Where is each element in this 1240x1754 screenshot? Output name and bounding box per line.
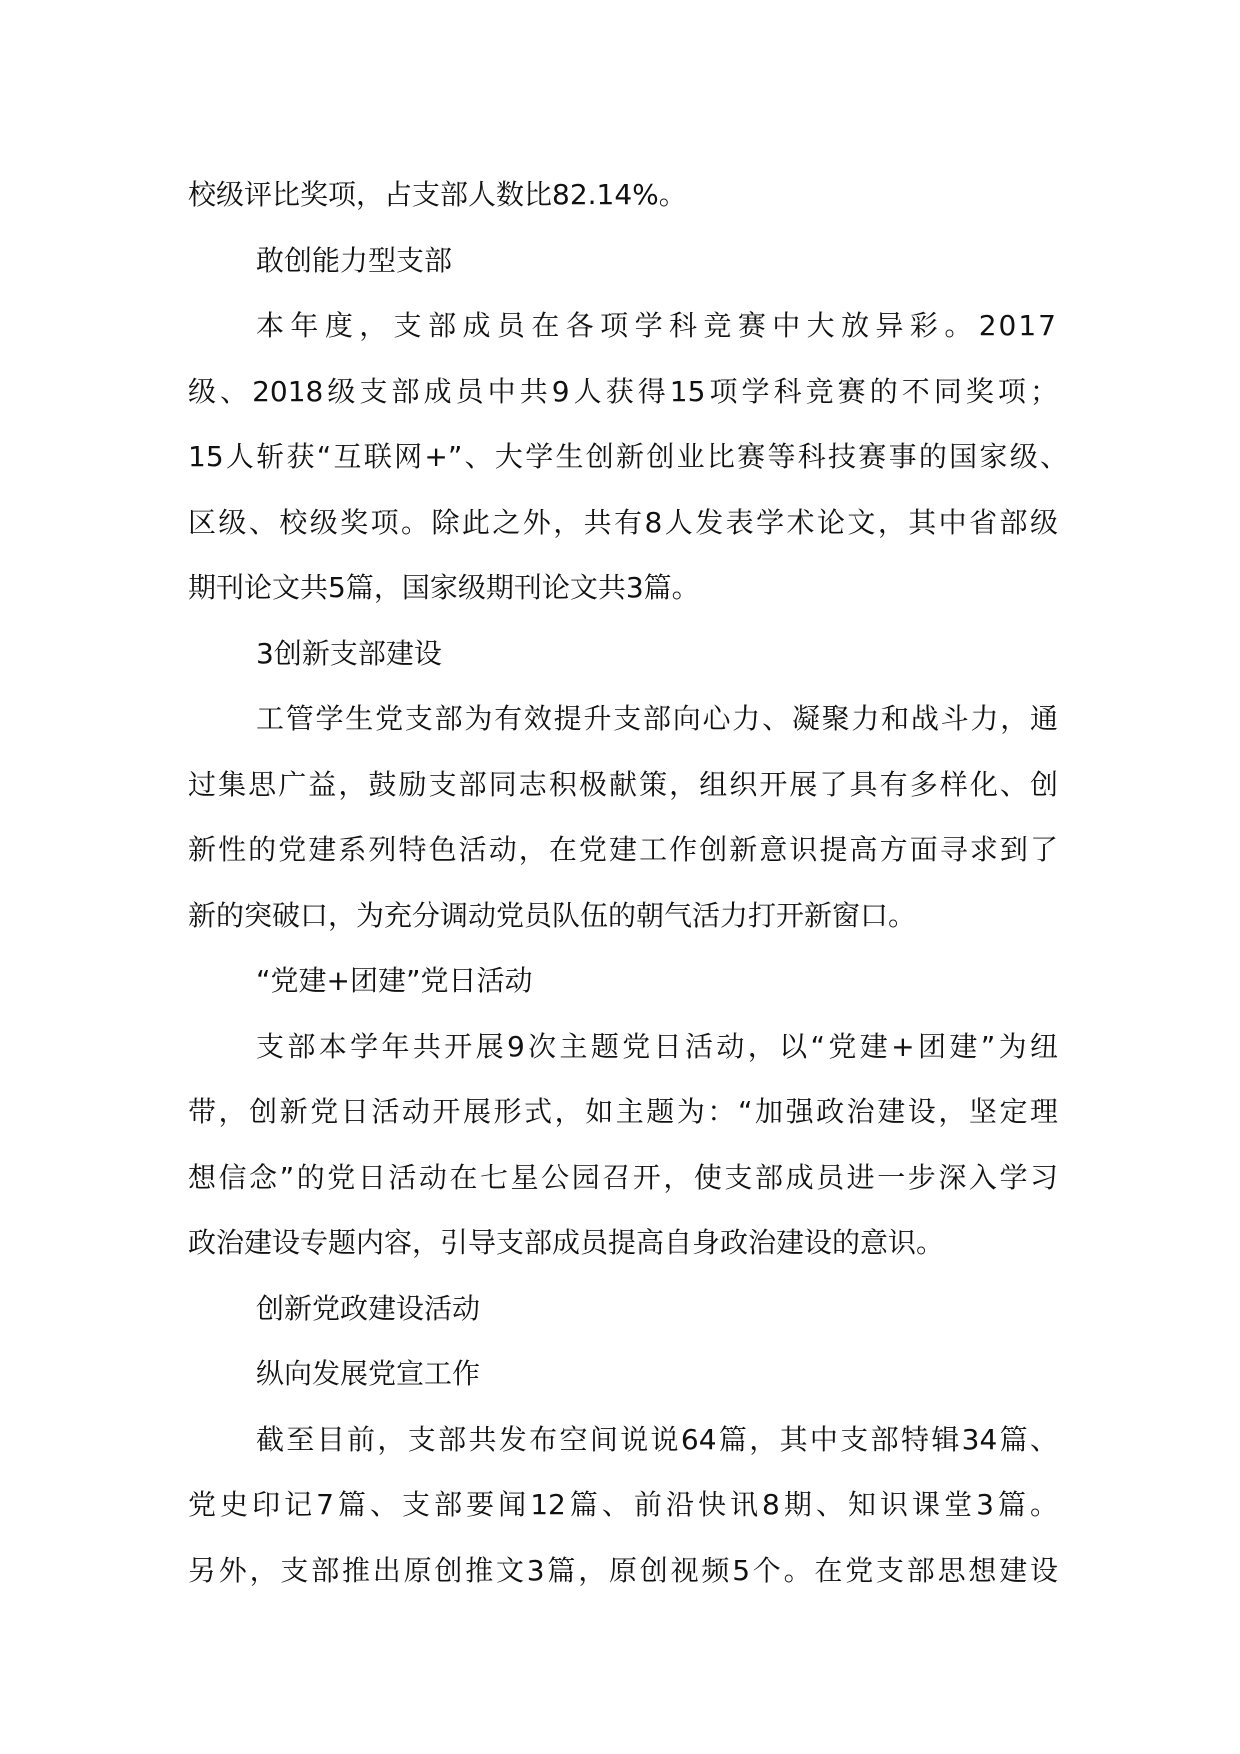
paragraph-line: 新的突破口，为充分调动党员队伍的朝气活力打开新窗口。 [188, 898, 917, 932]
paragraph-line: 15人斩获“互联网+”、大学生创新创业比赛等科技赛事的国家级、 [188, 440, 1068, 473]
section-heading-innovation-capability: 敢创能力型支部 [256, 243, 453, 277]
paragraph-line: 支部本学年共开展9次主题党日活动，以“党建+团建”为纽 [256, 1029, 1058, 1063]
paragraph-line-continuation: 校级评比奖项，占支部人数比82.14%。 [188, 178, 687, 211]
paragraph-line: 期刊论文共5篇，国家级期刊论文共3篇。 [188, 571, 700, 604]
section-heading-party-publicity: 纵向发展党宣工作 [256, 1357, 481, 1390]
section-heading-party-day: “党建+团建”党日活动 [256, 964, 533, 997]
paragraph-line: 截至目前，支部共发布空间说说64篇，其中支部特辑34篇、 [256, 1422, 1058, 1456]
paragraph-line: 政治建设专题内容，引导支部成员提高自身政治建设的意识。 [188, 1226, 945, 1259]
paragraph-line: 想信念”的党日活动在七星公园召开，使支部成员进一步深入学习 [188, 1160, 1058, 1194]
paragraph-line: 党史印记7篇、支部要闻12篇、前沿快讯8期、知识课堂3篇。 [188, 1488, 1058, 1521]
paragraph-line: 工管学生党支部为有效提升支部向心力、凝聚力和战斗力，通 [256, 702, 1058, 735]
paragraph-line: 新性的党建系列特色活动，在党建工作创新意识提高方面寻求到了 [188, 833, 1058, 866]
document-body [188, 162, 1068, 1603]
paragraph-line: 本年度，支部成员在各项学科竞赛中大放异彩。2017 [256, 309, 1058, 342]
paragraph-line: 区级、校级奖项。除此之外，共有8人发表学术论文，其中省部级 [188, 505, 1058, 539]
paragraph-line: 级、2018级支部成员中共9人获得15项学科竞赛的不同奖项； [188, 374, 1058, 408]
section-heading-party-activities: 创新党政建设活动 [256, 1291, 481, 1325]
paragraph-line: 带，创新党日活动开展形式，如主题为：“加强政治建设，坚定理 [188, 1095, 1058, 1128]
section-heading-branch-construction: 3创新支部建设 [256, 636, 442, 670]
paragraph-line: 过集思广益，鼓励支部同志积极献策，组织开展了具有多样化、创 [188, 767, 1058, 801]
paragraph-line: 另外，支部推出原创推文3篇，原创视频5个。在党支部思想建设 [188, 1553, 1058, 1587]
